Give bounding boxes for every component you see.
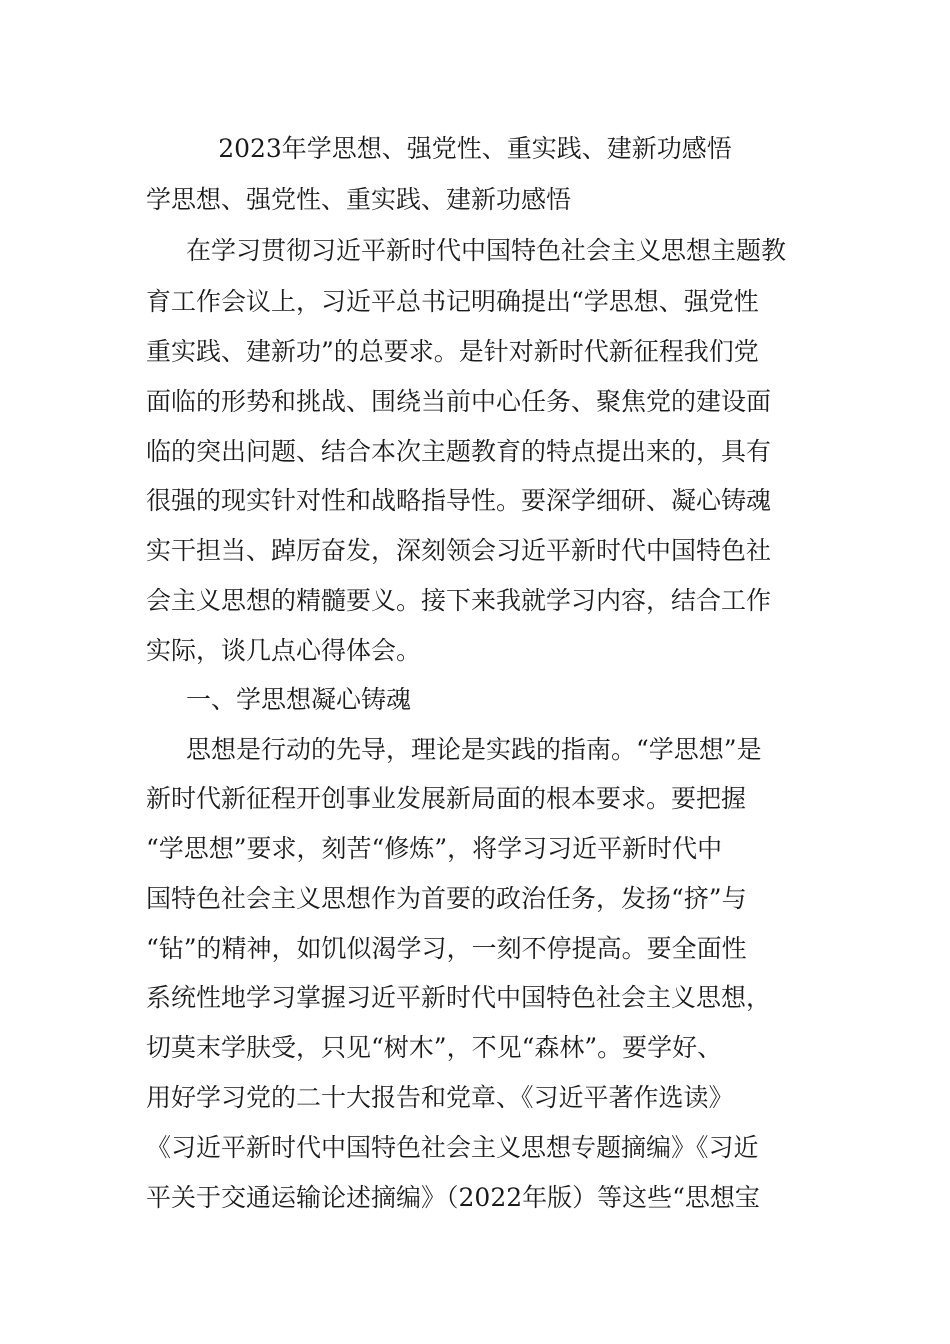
paragraph-line: 切莫末学肤受，只见“树木”，不见“森林”。要学好、 bbox=[146, 1033, 723, 1062]
paragraph-line: 思想是行动的先导，理论是实践的指南。“学思想”是 bbox=[186, 735, 762, 764]
paragraph-line: 平关于交通运输论述摘编》（2022年版）等这些“思想宝 bbox=[146, 1183, 760, 1212]
paragraph-line: 实际，谈几点心得体会。 bbox=[146, 636, 422, 665]
paragraph-line: 临的突出问题、结合本次主题教育的特点提出来的，具有 bbox=[146, 437, 772, 466]
paragraph-line: 在学习贯彻习近平新时代中国特色社会主义思想主题教 bbox=[186, 236, 787, 265]
paragraph-line: 重实践、建新功”的总要求。是针对新时代新征程我们党 bbox=[146, 337, 759, 366]
paragraph-line: 面临的形势和挑战、围绕当前中心任务、聚焦党的建设面 bbox=[146, 387, 772, 416]
paragraph-line: 新时代新征程开创事业发展新局面的根本要求。要把握 bbox=[146, 784, 747, 813]
paragraph-line: 系统性地学习掌握习近平新时代中国特色社会主义思想， bbox=[146, 983, 772, 1012]
paragraph-line: 很强的现实针对性和战略指导性。要深学细研、凝心铸魂 bbox=[146, 486, 772, 515]
paragraph-line: 《习近平新时代中国特色社会主义思想专题摘编》《习近 bbox=[146, 1133, 759, 1162]
paragraph-line: “学思想”要求，刻苦“修炼”，将学习习近平新时代中 bbox=[146, 834, 723, 863]
paragraph-line: 用好学习党的二十大报告和党章、《习近平著作选读》 bbox=[146, 1083, 734, 1112]
paragraph-line: 国特色社会主义思想作为首要的政治任务，发扬“挤”与 bbox=[146, 884, 747, 913]
paragraph-line: 育工作会议上，习近平总书记明确提出“学思想、强党性 bbox=[146, 287, 759, 316]
paragraph-line: 实干担当、踔厉奋发，深刻领会习近平新时代中国特色社 bbox=[146, 536, 772, 565]
section-heading: 一、学思想凝心铸魂 bbox=[186, 685, 412, 714]
document-subtitle: 学思想、强党性、重实践、建新功感悟 bbox=[146, 185, 572, 214]
paragraph-line: “钻”的精神，如饥似渴学习，一刻不停提高。要全面性 bbox=[146, 934, 747, 963]
paragraph-line: 会主义思想的精髓要义。接下来我就学习内容，结合工作 bbox=[146, 586, 772, 615]
document-title: 2023年学思想、强党性、重实践、建新功感悟 bbox=[218, 134, 732, 163]
